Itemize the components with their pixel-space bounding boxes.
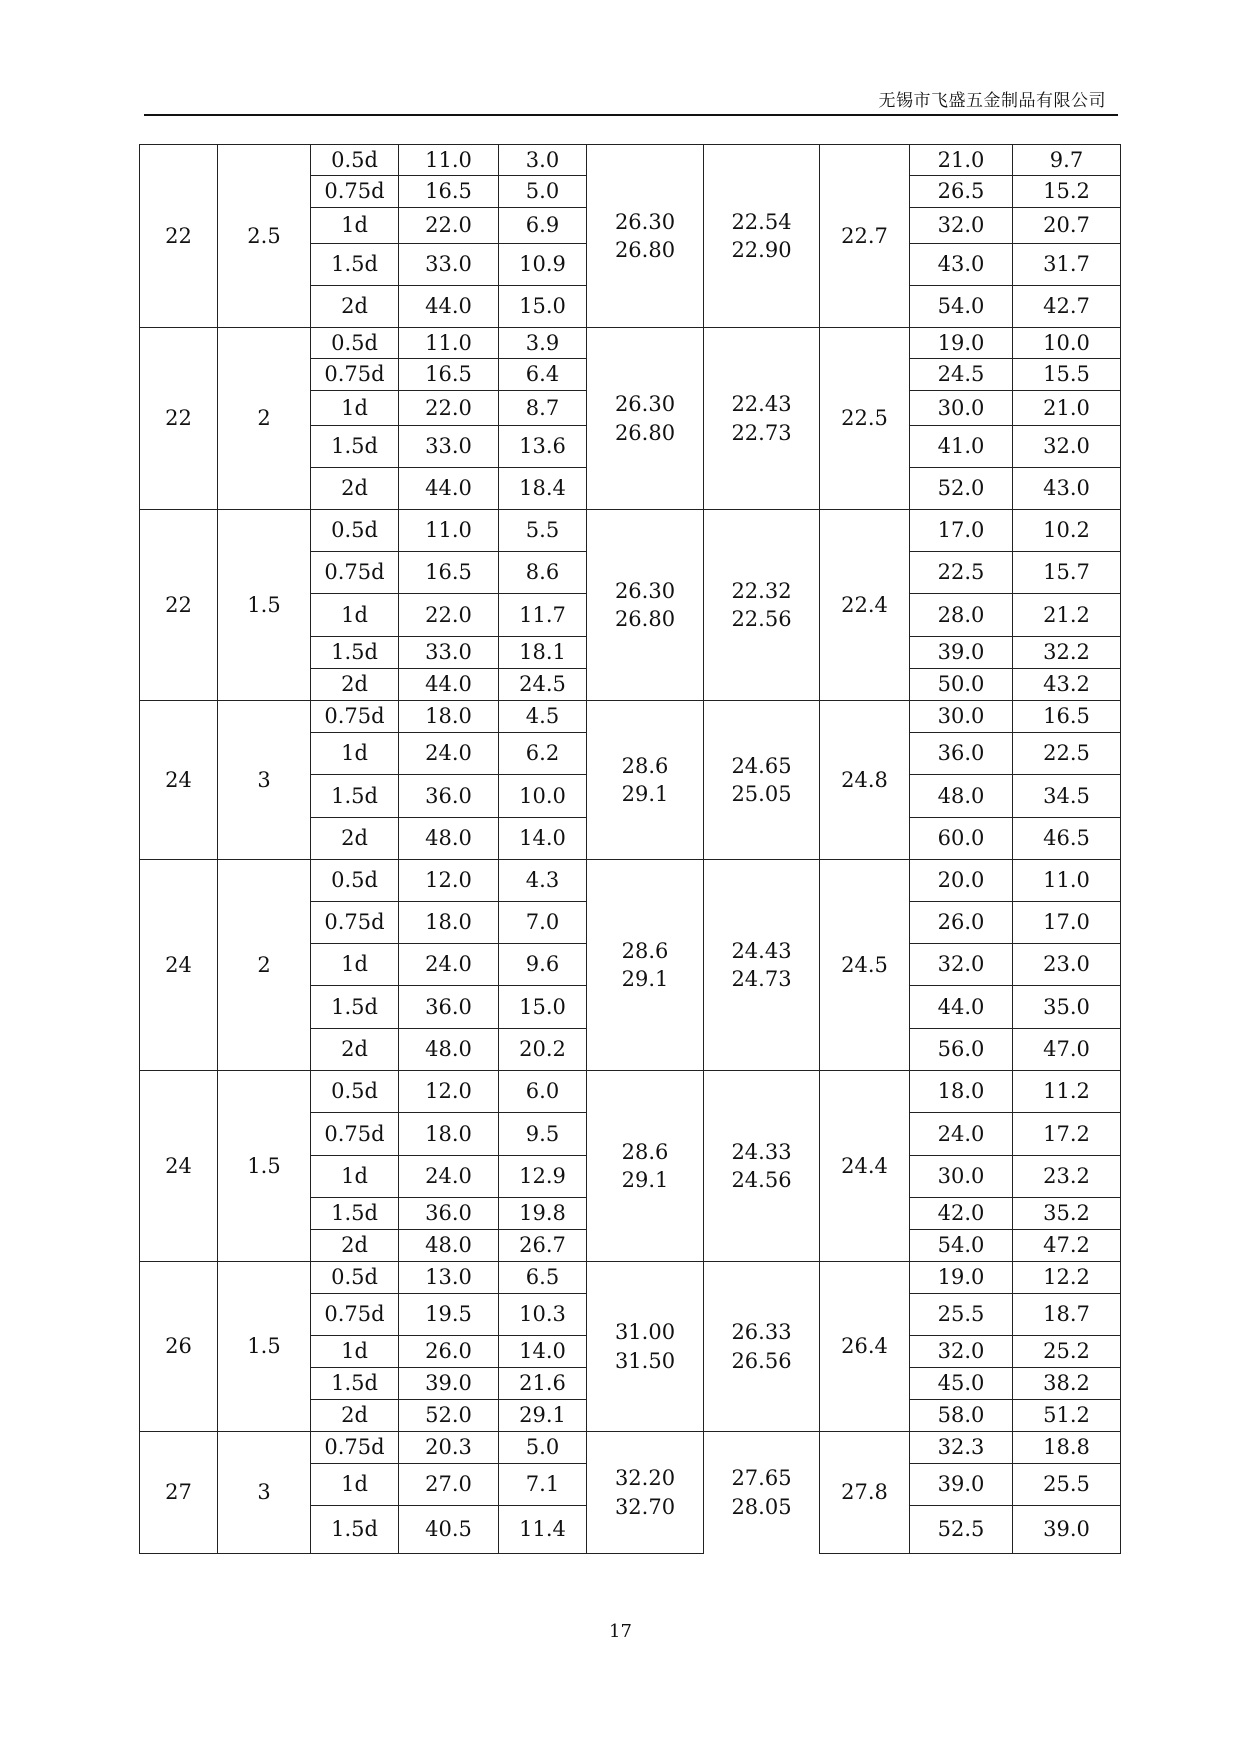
range-a-cell-value: 32.70: [614, 1494, 676, 1519]
length-cell: 48.0: [399, 1230, 499, 1262]
free-length-cell: 22.5: [1013, 733, 1121, 775]
total-length-cell: 30.0: [910, 1156, 1013, 1198]
nominal-size-cell: 26: [140, 1262, 218, 1432]
turns-cell: 4.5: [499, 701, 587, 733]
total-length-cell: 32.0: [910, 208, 1013, 244]
free-length-cell: 9.7: [1013, 145, 1121, 176]
total-length-cell: 50.0: [910, 669, 1013, 701]
free-length-cell: 12.2: [1013, 1262, 1121, 1294]
length-cell: 26.0: [399, 1336, 499, 1368]
total-length-cell: 52.0: [910, 468, 1013, 510]
length-cell: 36.0: [399, 775, 499, 818]
total-length-cell: 32.3: [910, 1432, 1013, 1464]
range-a-cell-value: 28.6: [621, 1139, 669, 1164]
range-a-cell-value: 26.30: [614, 578, 676, 603]
total-length-cell: 19.0: [910, 1262, 1013, 1294]
length-multiple-cell: 0.75d: [311, 1294, 399, 1336]
turns-cell: 11.7: [499, 594, 587, 637]
free-length-cell: 20.7: [1013, 208, 1121, 244]
total-length-cell: 22.5: [910, 552, 1013, 594]
turns-cell: 4.3: [499, 860, 587, 902]
free-length-cell: 25.5: [1013, 1464, 1121, 1506]
table-row: [140, 328, 1121, 359]
length-cell: 27.0: [399, 1464, 499, 1506]
reference-cell: 24.5: [820, 860, 910, 1071]
turns-cell: 8.7: [499, 391, 587, 426]
total-length-cell: 48.0: [910, 775, 1013, 818]
length-cell: 22.0: [399, 208, 499, 244]
free-length-cell: 18.8: [1013, 1432, 1121, 1464]
total-length-cell: 17.0: [910, 510, 1013, 552]
length-multiple-cell: 1d: [311, 733, 399, 775]
range-b-cell: [704, 328, 820, 510]
total-length-cell: 32.0: [910, 944, 1013, 986]
turns-cell: 10.3: [499, 1294, 587, 1336]
length-cell: 19.5: [399, 1294, 499, 1336]
free-length-cell: 15.2: [1013, 176, 1121, 208]
free-length-cell: 23.0: [1013, 944, 1121, 986]
turns-cell: 6.2: [499, 733, 587, 775]
range-b-cell-value: 24.33: [731, 1139, 792, 1164]
range-a-cell-value: 31.50: [614, 1348, 676, 1373]
total-length-cell: 30.0: [910, 701, 1013, 733]
total-length-cell: 41.0: [910, 426, 1013, 468]
length-cell: 16.5: [399, 359, 499, 391]
turns-cell: 20.2: [499, 1029, 587, 1071]
range-b-cell-value: 22.54: [731, 209, 792, 234]
range-b-cell-value: 22.56: [731, 607, 792, 631]
length-multiple-cell: 0.75d: [311, 701, 399, 733]
range-b-cell: [704, 1071, 820, 1262]
nominal-size-cell: 24: [140, 701, 218, 860]
table-row: [140, 1262, 1121, 1294]
length-multiple-cell: 1.5d: [311, 637, 399, 669]
nominal-size-cell: 22: [140, 145, 218, 328]
turns-cell: 7.0: [499, 902, 587, 944]
length-cell: 16.5: [399, 176, 499, 208]
range-a-cell: [587, 1432, 704, 1554]
length-multiple-cell: 0.5d: [311, 328, 399, 359]
turns-cell: 3.0: [499, 145, 587, 176]
length-cell: 48.0: [399, 818, 499, 860]
length-multiple-cell: 2d: [311, 286, 399, 328]
range-b-cell: [704, 510, 820, 701]
pitch-cell: 2.5: [218, 145, 311, 328]
total-length-cell: 28.0: [910, 594, 1013, 637]
free-length-cell: 38.2: [1013, 1368, 1121, 1400]
range-b-cell-value: 26.56: [731, 1348, 792, 1373]
length-cell: 33.0: [399, 244, 499, 286]
length-cell: 22.0: [399, 594, 499, 637]
free-length-cell: 35.2: [1013, 1198, 1121, 1230]
range-a-cell-value: 28.6: [621, 938, 669, 963]
turns-cell: 14.0: [499, 818, 587, 860]
turns-cell: 12.9: [499, 1156, 587, 1198]
turns-cell: 10.9: [499, 244, 587, 286]
range-a-cell: [587, 145, 704, 328]
total-length-cell: 24.5: [910, 359, 1013, 391]
turns-cell: 24.5: [499, 669, 587, 701]
table-row: [140, 1071, 1121, 1113]
nominal-size-cell: 22: [140, 328, 218, 510]
length-multiple-cell: 0.75d: [311, 359, 399, 391]
length-multiple-cell: 1d: [311, 391, 399, 426]
nominal-size-cell: 27: [140, 1432, 218, 1554]
range-b-cell: [704, 145, 820, 328]
thread-spec-table: [139, 144, 1121, 1554]
range-a-cell: [587, 1262, 704, 1432]
total-length-cell: 44.0: [910, 986, 1013, 1029]
length-multiple-cell: 1d: [311, 594, 399, 637]
free-length-cell: 23.2: [1013, 1156, 1121, 1198]
range-a-cell: [587, 328, 704, 510]
total-length-cell: 52.5: [910, 1506, 1013, 1554]
company-name: 无锡市飞盛五金制品有限公司: [878, 91, 1106, 111]
length-multiple-cell: 2d: [311, 1230, 399, 1262]
range-a-cell-value: 29.1: [621, 782, 669, 806]
length-multiple-cell: 1.5d: [311, 1506, 399, 1554]
turns-cell: 3.9: [499, 328, 587, 359]
turns-cell: 7.1: [499, 1464, 587, 1506]
free-length-cell: 39.0: [1013, 1506, 1121, 1554]
total-length-cell: 54.0: [910, 1230, 1013, 1262]
turns-cell: 5.5: [499, 510, 587, 552]
table-body: [140, 145, 1121, 1554]
reference-cell: 27.8: [820, 1432, 910, 1554]
total-length-cell: 56.0: [910, 1029, 1013, 1071]
turns-cell: 6.5: [499, 1262, 587, 1294]
range-a-cell-value: 28.6: [621, 753, 669, 778]
length-multiple-cell: 1.5d: [311, 986, 399, 1029]
reference-cell: 22.4: [820, 510, 910, 701]
length-multiple-cell: 2d: [311, 669, 399, 701]
length-multiple-cell: 2d: [311, 1400, 399, 1432]
range-b-cell: [704, 1262, 820, 1432]
range-b-cell: [704, 1432, 820, 1554]
length-multiple-cell: 0.75d: [311, 902, 399, 944]
range-a-cell-value: 26.30: [614, 392, 676, 417]
length-cell: 18.0: [399, 1113, 499, 1156]
free-length-cell: 21.0: [1013, 391, 1121, 426]
free-length-cell: 10.2: [1013, 510, 1121, 552]
range-a-cell-value: 32.20: [614, 1466, 676, 1491]
turns-cell: 11.4: [499, 1506, 587, 1554]
turns-cell: 6.0: [499, 1071, 587, 1113]
range-b-cell-value: 24.73: [731, 967, 792, 991]
free-length-cell: 15.7: [1013, 552, 1121, 594]
free-length-cell: 47.0: [1013, 1029, 1121, 1071]
length-cell: 12.0: [399, 860, 499, 902]
free-length-cell: 51.2: [1013, 1400, 1121, 1432]
reference-cell: 24.8: [820, 701, 910, 860]
range-b-cell-value: 24.43: [731, 938, 792, 963]
total-length-cell: 39.0: [910, 1464, 1013, 1506]
range-a-cell-value: 29.1: [621, 967, 669, 991]
length-cell: 24.0: [399, 944, 499, 986]
free-length-cell: 11.2: [1013, 1071, 1121, 1113]
header-rule: [144, 114, 1118, 116]
free-length-cell: 21.2: [1013, 594, 1121, 637]
range-a-cell: [587, 1071, 704, 1262]
turns-cell: 19.8: [499, 1198, 587, 1230]
pitch-cell: 2: [218, 328, 311, 510]
turns-cell: 14.0: [499, 1336, 587, 1368]
length-cell: 22.0: [399, 391, 499, 426]
length-cell: 40.5: [399, 1506, 499, 1554]
total-length-cell: 54.0: [910, 286, 1013, 328]
table-row: [140, 860, 1121, 902]
total-length-cell: 32.0: [910, 1336, 1013, 1368]
total-length-cell: 25.5: [910, 1294, 1013, 1336]
turns-cell: 18.1: [499, 637, 587, 669]
total-length-cell: 30.0: [910, 391, 1013, 426]
length-multiple-cell: 0.5d: [311, 145, 399, 176]
length-multiple-cell: 0.75d: [311, 1432, 399, 1464]
turns-cell: 29.1: [499, 1400, 587, 1432]
free-length-cell: 35.0: [1013, 986, 1121, 1029]
range-b-cell-value: 22.73: [731, 420, 792, 445]
total-length-cell: 24.0: [910, 1113, 1013, 1156]
turns-cell: 13.6: [499, 426, 587, 468]
range-a-cell-value: 31.00: [614, 1320, 676, 1345]
total-length-cell: 39.0: [910, 637, 1013, 669]
range-a-cell: [587, 860, 704, 1071]
length-multiple-cell: 1d: [311, 208, 399, 244]
length-multiple-cell: 1d: [311, 1156, 399, 1198]
length-cell: 36.0: [399, 1198, 499, 1230]
free-length-cell: 32.0: [1013, 426, 1121, 468]
length-cell: 12.0: [399, 1071, 499, 1113]
turns-cell: 6.9: [499, 208, 587, 244]
length-cell: 24.0: [399, 733, 499, 775]
length-multiple-cell: 1.5d: [311, 1198, 399, 1230]
length-cell: 24.0: [399, 1156, 499, 1198]
range-b-cell-value: 28.05: [731, 1494, 792, 1519]
total-length-cell: 21.0: [910, 145, 1013, 176]
total-length-cell: 43.0: [910, 244, 1013, 286]
range-b-cell-value: 22.90: [731, 238, 792, 262]
range-a-cell: [587, 510, 704, 701]
range-b-cell: [704, 860, 820, 1071]
total-length-cell: 26.5: [910, 176, 1013, 208]
length-cell: 52.0: [399, 1400, 499, 1432]
total-length-cell: 18.0: [910, 1071, 1013, 1113]
length-cell: 11.0: [399, 145, 499, 176]
free-length-cell: 11.0: [1013, 860, 1121, 902]
range-b-cell-value: 26.33: [731, 1320, 792, 1345]
length-multiple-cell: 0.75d: [311, 1113, 399, 1156]
length-multiple-cell: 1.5d: [311, 426, 399, 468]
turns-cell: 15.0: [499, 986, 587, 1029]
page-number: 17: [609, 1621, 632, 1642]
free-length-cell: 10.0: [1013, 328, 1121, 359]
table-row: [140, 510, 1121, 552]
free-length-cell: 34.5: [1013, 775, 1121, 818]
pitch-cell: 3: [218, 701, 311, 860]
length-multiple-cell: 2d: [311, 818, 399, 860]
range-a-cell-value: 29.1: [621, 1168, 669, 1192]
length-cell: 33.0: [399, 426, 499, 468]
reference-cell: 26.4: [820, 1262, 910, 1432]
free-length-cell: 47.2: [1013, 1230, 1121, 1262]
free-length-cell: 43.2: [1013, 669, 1121, 701]
range-b-cell-value: 22.43: [731, 392, 792, 417]
total-length-cell: 42.0: [910, 1198, 1013, 1230]
turns-cell: 5.0: [499, 176, 587, 208]
length-multiple-cell: 0.5d: [311, 510, 399, 552]
reference-cell: 22.5: [820, 328, 910, 510]
length-cell: 11.0: [399, 328, 499, 359]
turns-cell: 26.7: [499, 1230, 587, 1262]
range-a-cell-value: 26.30: [614, 209, 676, 234]
table-row: [140, 701, 1121, 733]
length-cell: 48.0: [399, 1029, 499, 1071]
length-multiple-cell: 0.5d: [311, 860, 399, 902]
length-multiple-cell: 1d: [311, 1464, 399, 1506]
length-multiple-cell: 1d: [311, 944, 399, 986]
free-length-cell: 32.2: [1013, 637, 1121, 669]
length-multiple-cell: 0.5d: [311, 1071, 399, 1113]
length-cell: 39.0: [399, 1368, 499, 1400]
total-length-cell: 19.0: [910, 328, 1013, 359]
turns-cell: 8.6: [499, 552, 587, 594]
nominal-size-cell: 22: [140, 510, 218, 701]
length-multiple-cell: 0.75d: [311, 176, 399, 208]
range-b-cell-value: 22.32: [731, 578, 792, 603]
length-multiple-cell: 2d: [311, 1029, 399, 1071]
nominal-size-cell: 24: [140, 1071, 218, 1262]
length-multiple-cell: 1d: [311, 1336, 399, 1368]
length-multiple-cell: 0.5d: [311, 1262, 399, 1294]
length-multiple-cell: 2d: [311, 468, 399, 510]
turns-cell: 9.5: [499, 1113, 587, 1156]
free-length-cell: 25.2: [1013, 1336, 1121, 1368]
range-a-cell-value: 26.80: [614, 238, 676, 262]
length-cell: 36.0: [399, 986, 499, 1029]
length-multiple-cell: 1.5d: [311, 775, 399, 818]
range-b-cell-value: 25.05: [731, 782, 792, 806]
turns-cell: 21.6: [499, 1368, 587, 1400]
free-length-cell: 18.7: [1013, 1294, 1121, 1336]
table-row: [140, 145, 1121, 176]
free-length-cell: 15.5: [1013, 359, 1121, 391]
length-multiple-cell: 1.5d: [311, 1368, 399, 1400]
range-a-cell-value: 26.80: [614, 607, 676, 631]
length-cell: 33.0: [399, 637, 499, 669]
length-multiple-cell: 0.75d: [311, 552, 399, 594]
pitch-cell: 3: [218, 1432, 311, 1554]
free-length-cell: 17.2: [1013, 1113, 1121, 1156]
length-multiple-cell: 1.5d: [311, 244, 399, 286]
total-length-cell: 20.0: [910, 860, 1013, 902]
pitch-cell: 1.5: [218, 1071, 311, 1262]
nominal-size-cell: 24: [140, 860, 218, 1071]
free-length-cell: 46.5: [1013, 818, 1121, 860]
total-length-cell: 58.0: [910, 1400, 1013, 1432]
reference-cell: 24.4: [820, 1071, 910, 1262]
total-length-cell: 45.0: [910, 1368, 1013, 1400]
length-cell: 18.0: [399, 701, 499, 733]
free-length-cell: 17.0: [1013, 902, 1121, 944]
pitch-cell: 2: [218, 860, 311, 1071]
turns-cell: 5.0: [499, 1432, 587, 1464]
free-length-cell: 31.7: [1013, 244, 1121, 286]
total-length-cell: 60.0: [910, 818, 1013, 860]
range-a-cell: [587, 701, 704, 860]
length-cell: 44.0: [399, 669, 499, 701]
range-b-cell: [704, 701, 820, 860]
range-b-cell-value: 24.65: [731, 753, 792, 778]
range-b-cell-value: 24.56: [731, 1168, 792, 1192]
free-length-cell: 43.0: [1013, 468, 1121, 510]
length-cell: 16.5: [399, 552, 499, 594]
free-length-cell: 16.5: [1013, 701, 1121, 733]
length-cell: 20.3: [399, 1432, 499, 1464]
length-cell: 11.0: [399, 510, 499, 552]
turns-cell: 15.0: [499, 286, 587, 328]
length-cell: 44.0: [399, 468, 499, 510]
pitch-cell: 1.5: [218, 510, 311, 701]
range-b-cell-value: 27.65: [731, 1466, 792, 1491]
length-cell: 18.0: [399, 902, 499, 944]
table-row: [140, 1432, 1121, 1464]
pitch-cell: 1.5: [218, 1262, 311, 1432]
turns-cell: 9.6: [499, 944, 587, 986]
range-a-cell-value: 26.80: [614, 420, 676, 445]
free-length-cell: 42.7: [1013, 286, 1121, 328]
turns-cell: 6.4: [499, 359, 587, 391]
length-cell: 13.0: [399, 1262, 499, 1294]
reference-cell: 22.7: [820, 145, 910, 328]
turns-cell: 18.4: [499, 468, 587, 510]
length-cell: 44.0: [399, 286, 499, 328]
total-length-cell: 26.0: [910, 902, 1013, 944]
turns-cell: 10.0: [499, 775, 587, 818]
total-length-cell: 36.0: [910, 733, 1013, 775]
